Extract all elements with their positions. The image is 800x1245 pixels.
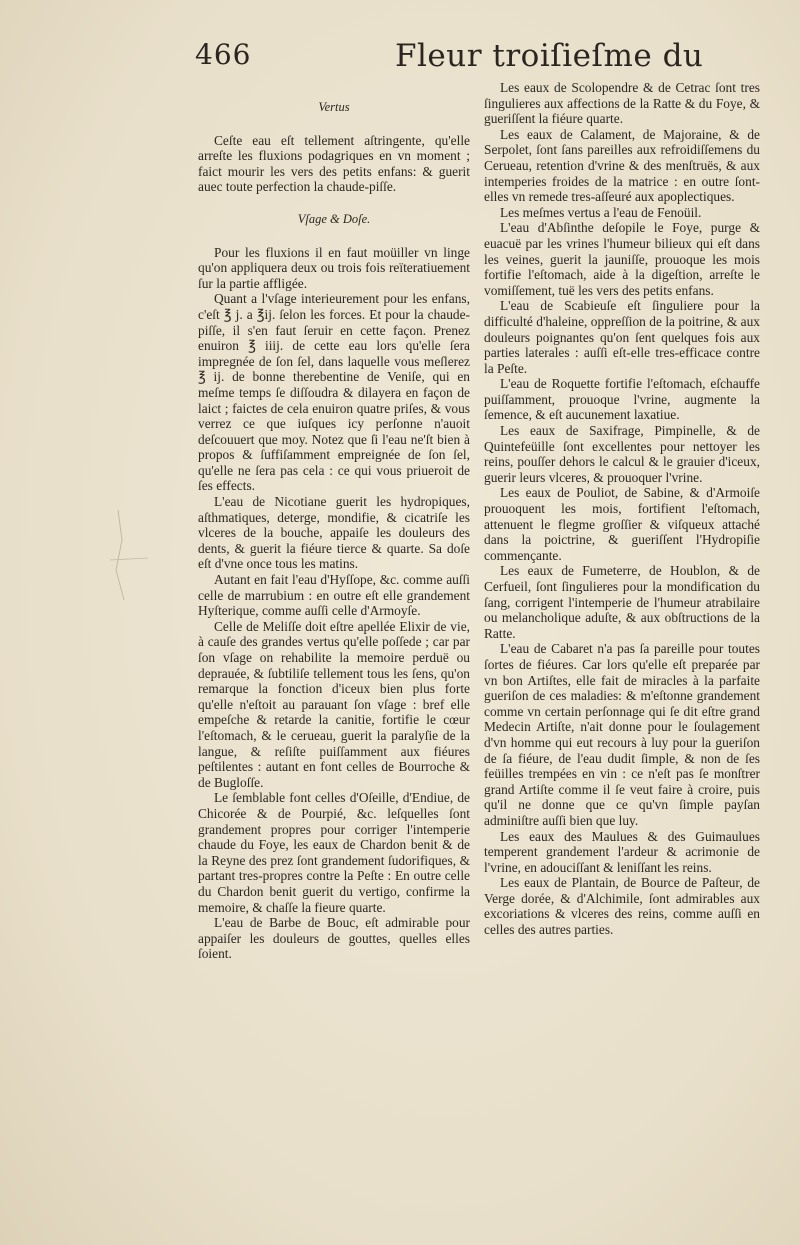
right-column xyxy=(484,80,760,938)
paragraph: Quant a l'vſage interieurement pour les enfans, c'eſt ℥ j. a ℥ij. ſelon les forces. Et pour la chaude-piſſe, il s'en faut ſeruir en cette façon. Prenez enuiron ℥ iiij. de cette eau lors qu'elle ſera impregnée de ſon ſel, dans laquelle vous meſlerez ℥ ij. de bonne therebentine de Veniſe, qui en meſme temps ſe diſſoudra & dilayera en façon de laict ; faictes de cela enuiron quatre priſes, & vous verrez ce que iuſques icy perſonne n'auoit deſcouuert que moy. Notez que ſi l'eau ne'ſt bien à propos & ſuffiſamment empreignée de ſon ſel, qu'elle ne ſera pas cela : ce qui vous priueroit de ſes effects. xyxy=(198,291,470,494)
paragraph: L'eau de Scabieuſe eſt ſinguliere pour la difficulté d'haleine, oppreſſion de la poitrine, & aux douleurs poignantes qu'on ſent quelques fois aux parties laterales : auſſi eſt-elle tres-efficace contre la Peſte. xyxy=(484,298,760,376)
running-title: Fleur troiſieſme du xyxy=(395,38,704,74)
subhead-vertus: Vertus xyxy=(318,100,350,114)
paragraph: Autant en fait l'eau d'Hyſſope, &c. comme auſſi celle de marrubium : en outre eſt elle grandement Hyſterique, comme auſſi celle d'Armoyſe. xyxy=(198,572,470,619)
marginal-scribble-icon xyxy=(108,500,158,620)
paragraph: L'eau d'Abſinthe deſopile le Foye, purge & euacuë par les vrines l'humeur bilieux qui eſt dans les veines, guerit la jauniſſe, prouoque les mois fortifie l'eſtomach, aide à la digeſtion, arreſte le vomiſſement, tuë les vers des petits enfans. xyxy=(484,220,760,298)
paragraph: Les eaux de Plantain, de Bource de Paſteur, de Verge dorée, & d'Alchimile, ſont admirables aux excoriations & vlceres des reins, comme auſſi en celles des autres parties. xyxy=(484,875,760,938)
paragraph: Pour les fluxions il en faut moüiller vn linge qu'on appliquera deux ou trois fois reïteratiuement ſur la partie affligée. xyxy=(198,244,470,291)
paragraph: Les eaux de Saxifrage, Pimpinelle, & de Quintefeüille ſont excellentes pour nettoyer les reins, pouſſer dehors le calcul & le grauier d'iceux, guerir leurs vlceres, & prouoquer l'vrine. xyxy=(484,423,760,485)
paragraph: L'eau de Nicotiane guerit les hydropiques, aſthmatiques, deterge, mondifie, & cicatriſe les vlceres de la bouche, appaiſe les douleurs des dents, & guerit la fiéure tierce & quarte. Sa doſe eſt d'vne once tous les matins. xyxy=(198,494,470,572)
paragraph: Le ſemblable font celles d'Oſeille, d'Endiue, de Chicorée & de Pourpié, &c. leſquelles ſont grandement propres pour corriger l'intemperie chaude du Foye, les eaux de Chardon benit & de la Reyne des prez ſont grandement ſudorifiques, & partant tres-propres contre la Peſte : En outre celle du Chardon benit guerit du vertigo, confirme la memoire, & chaſſe la fieure quarte. xyxy=(198,790,470,915)
subhead-usage: Vſage & Doſe. xyxy=(297,211,371,226)
page-number: 466 xyxy=(195,38,252,71)
page-header xyxy=(0,38,800,78)
paragraph: Ceſte eau eſt tellement aſtringente, qu'elle arreſte les fluxions podagriques en vn moment ; faict mourir les vers des petits enfans: & guerit auec toute perfection la chaude-piſſe. xyxy=(198,132,470,195)
paragraph: L'eau de Cabaret n'a pas ſa pareille pour toutes ſortes de fiéures. Car lors qu'elle eſt preparée par vn bon Artiſtes, elle fait de miracles à la parfaite gueriſon de ces maladies: & m'eſtonne grandement comme vn certain perſonnage qui ſe dit eſtre grand Medecin Artiſte, n'ait donne pour le ſoulagement d'vn homme qui eut recours à luy pour la gueriſon de ſa fiéure, de l'eau dudit ſimple, & non de ſes feüilles trempées en vin : ce n'eſt pas ſe monſtrer grand Artiſte comme il ſe veut faire à croire, puis qu'il ne donne que ce qu'vn ſimple payſan adminiſtre auſſi bien que luy. xyxy=(484,641,760,828)
paragraph: L'eau de Roquette fortifie l'eſtomach, eſchauffe puiſſamment, prouoque l'vrine, augmente la ſemence, & eſt aucunement laxatiue. xyxy=(484,376,760,423)
paragraph: Les eaux de Scolopendre & de Cetrac ſont tres ſingulieres aux affections de la Ratte & du Foye, & gueriſſent la fiéure quarte. xyxy=(484,80,760,127)
left-column xyxy=(198,100,470,962)
paragraph: Les eaux de Calament, de Majoraine, & de Serpolet, ſont ſans pareilles aux refroidiſſemens du Cerueau, retention d'vrine & des menſtruës, & aux intemperies froides de la matrice : en outre ſont-elles vn remede tres-aſſeuré aux apoplectiques. xyxy=(484,126,760,205)
paragraph: Les eaux de Pouliot, de Sabine, & d'Armoiſe prouoquent les mois, fortifient l'eſtomach, attenuent le flegme groſſier & viſqueux attaché dans la poictrine, & gueriſſent l'Hydropiſie commençante. xyxy=(484,485,760,563)
paragraph: Les meſmes vertus a l'eau de Fenoüil. xyxy=(500,204,702,220)
paragraph: L'eau de Barbe de Bouc, eſt admirable pour appaiſer les douleurs de gouttes, quelles elles ſoient. xyxy=(198,915,470,962)
paragraph: Celle de Meliſſe doit eſtre apellée Elixir de vie, à cauſe des grandes vertus qu'elle poſſede ; car par ſon vſage on rehabilite la memoire perduë ou deprauée, & ſubtiliſe tellement tous les ſens, qu'on remarque la fonction d'iceux bien plus forte qu'elle n'eſtoit au parauant ſon vſage : bref elle empeſche & retarde la canitie, fortifie le cœur l'eſtomach, & le cerueau, guerit la paralyſie de la langue, & reſiſte puiſſamment aux fiéures peſtilentes : autant en font celles de Bourroche & de Bugloſſe. xyxy=(198,618,470,790)
paragraph: Les eaux de Fumeterre, de Houblon, & de Cerfueil, ſont ſingulieres pour la mondification du ſang, corrigent l'intemperie de l'humeur atrabilaire ou melancholique aduſte, & aux obſtructions de la Ratte. xyxy=(484,563,760,641)
paragraph: Les eaux des Maulues & des Guimaulues temperent grandement l'ardeur & acrimonie de l'vrine, en adouciſſant & leniſſant les reins. xyxy=(484,828,760,875)
